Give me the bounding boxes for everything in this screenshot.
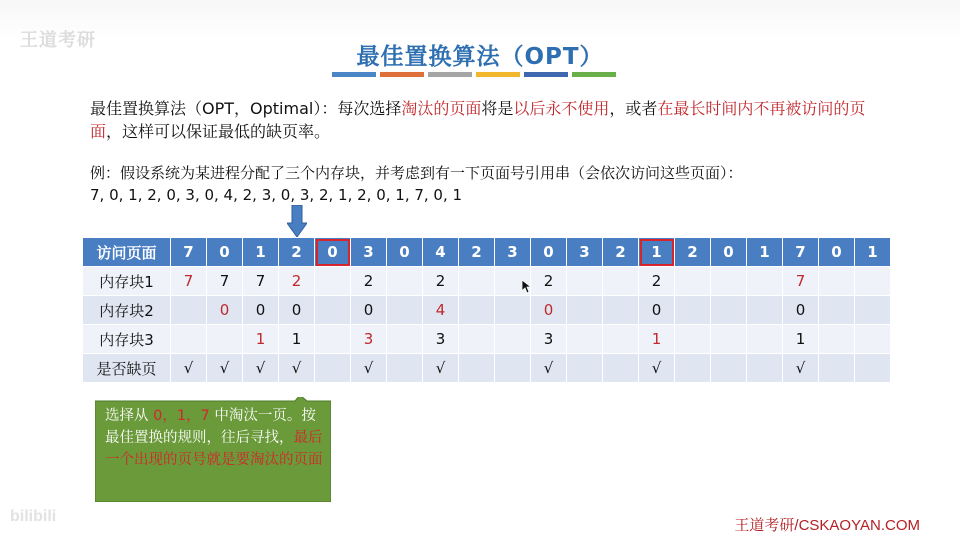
row-label: 是否缺页: [83, 354, 171, 383]
block2-cell: 4: [423, 296, 459, 325]
callout-highlight-2: 最后一个出现的页号就是要淘汰的页面: [105, 430, 323, 468]
access-cell: 7: [171, 238, 207, 267]
block2-cell: [711, 296, 747, 325]
fault-cell: [855, 354, 891, 383]
footer-brand: 王道考研/CSKAOYAN.COM: [734, 517, 920, 534]
block2-cell: [603, 296, 639, 325]
block2-cell: 0: [639, 296, 675, 325]
watermark-top: 王道考研: [20, 30, 96, 50]
block2-cell: [495, 296, 531, 325]
fault-cell: √: [531, 354, 567, 383]
block1-cell: 2: [531, 267, 567, 296]
callout-text: [105, 405, 323, 471]
block2-cell: [855, 296, 891, 325]
block3-cell: [567, 325, 603, 354]
block3-cell: 1: [783, 325, 819, 354]
block2-cell: 0: [279, 296, 315, 325]
access-cell: 0: [315, 238, 351, 267]
block1-cell: [747, 267, 783, 296]
block3-cell: 3: [423, 325, 459, 354]
block2-cell: 0: [531, 296, 567, 325]
page-replacement-table: [82, 237, 891, 383]
block1-cell: [603, 267, 639, 296]
callout-highlight-1: 0，1，7: [153, 408, 210, 424]
block2-row: [83, 296, 891, 325]
access-cell: 7: [783, 238, 819, 267]
fault-cell: √: [207, 354, 243, 383]
block1-cell: 2: [639, 267, 675, 296]
para-highlight-2: 以后永不使用: [513, 99, 610, 118]
block1-cell: 2: [423, 267, 459, 296]
block3-cell: [675, 325, 711, 354]
para-text-4: ，这样可以保证最低的缺页率。: [106, 122, 331, 141]
access-cell: 1: [243, 238, 279, 267]
title-bar-3: [476, 72, 520, 77]
block1-cell: [315, 267, 351, 296]
fault-cell: [747, 354, 783, 383]
block1-cell: [819, 267, 855, 296]
block1-cell: 7: [171, 267, 207, 296]
para-highlight-3: 在最长时间内不再被访问的页面: [90, 99, 866, 141]
block3-cell: [495, 325, 531, 354]
block3-cell: [387, 325, 423, 354]
row-label: 内存块2: [83, 296, 171, 325]
block3-cell: [315, 325, 351, 354]
watermark-bottom: bilibili: [10, 508, 57, 525]
fault-cell: √: [783, 354, 819, 383]
down-arrow-icon: [287, 205, 307, 237]
access-cell: 4: [423, 238, 459, 267]
block3-cell: [459, 325, 495, 354]
block2-cell: [675, 296, 711, 325]
title-bar-4: [524, 72, 568, 77]
block1-cell: 7: [783, 267, 819, 296]
fault-cell: [315, 354, 351, 383]
access-cell: 1: [855, 238, 891, 267]
block2-cell: [747, 296, 783, 325]
fault-cell: √: [423, 354, 459, 383]
fault-cell: √: [171, 354, 207, 383]
block3-cell: [171, 325, 207, 354]
block1-cell: [855, 267, 891, 296]
block1-cell: [675, 267, 711, 296]
access-cell: 3: [351, 238, 387, 267]
fault-cell: √: [279, 354, 315, 383]
example-line-1: 例：假设系统为某进程分配了三个内存块，并考虑到有一下页面号引用串（会依次访问这些页面）：: [90, 164, 743, 182]
para-highlight-1: 淘汰的页面: [401, 99, 482, 118]
access-cell: 0: [819, 238, 855, 267]
block3-cell: [747, 325, 783, 354]
block2-cell: 0: [243, 296, 279, 325]
slide-title: 最佳置换算法（OPT）: [356, 44, 604, 70]
access-cell: 1: [747, 238, 783, 267]
block3-cell: [603, 325, 639, 354]
fault-row: [83, 354, 891, 383]
row-label: 内存块3: [83, 325, 171, 354]
block1-row: [83, 267, 891, 296]
fault-cell: [495, 354, 531, 383]
block1-cell: 7: [207, 267, 243, 296]
access-cell: 2: [675, 238, 711, 267]
fault-cell: √: [243, 354, 279, 383]
block1-cell: 7: [243, 267, 279, 296]
para-text-1: 最佳置换算法（OPT，Optimal）：每次选择: [90, 99, 402, 118]
definition-paragraph: [90, 97, 890, 143]
fault-cell: [459, 354, 495, 383]
block3-cell: [819, 325, 855, 354]
block1-cell: [387, 267, 423, 296]
title-bar-5: [572, 72, 616, 77]
access-cell: 2: [603, 238, 639, 267]
title-bar-1: [380, 72, 424, 77]
title-bar-2: [428, 72, 472, 77]
para-text-2: 将是: [481, 99, 514, 118]
block1-cell: [567, 267, 603, 296]
row-label: 内存块1: [83, 267, 171, 296]
block3-cell: 1: [243, 325, 279, 354]
access-cell: 0: [207, 238, 243, 267]
block2-cell: [171, 296, 207, 325]
block2-cell: [567, 296, 603, 325]
block3-cell: 3: [531, 325, 567, 354]
block2-cell: [315, 296, 351, 325]
fault-cell: √: [639, 354, 675, 383]
access-cell: 0: [711, 238, 747, 267]
access-cell: 0: [531, 238, 567, 267]
access-cell: 3: [495, 238, 531, 267]
fault-cell: [711, 354, 747, 383]
fault-cell: √: [351, 354, 387, 383]
access-cell: 2: [459, 238, 495, 267]
access-cell: 0: [387, 238, 423, 267]
block3-cell: [207, 325, 243, 354]
access-cell: 2: [279, 238, 315, 267]
block3-cell: 1: [639, 325, 675, 354]
access-cell: 3: [567, 238, 603, 267]
fault-cell: [387, 354, 423, 383]
title-bar-0: [332, 72, 376, 77]
fault-cell: [819, 354, 855, 383]
block2-cell: [819, 296, 855, 325]
block2-cell: [459, 296, 495, 325]
block2-cell: 0: [783, 296, 819, 325]
mouse-cursor-icon: [522, 280, 532, 294]
title-color-bars: [332, 72, 616, 77]
callout-text-1: 选择从: [105, 408, 154, 424]
fault-cell: [603, 354, 639, 383]
block1-cell: 2: [351, 267, 387, 296]
explanation-callout: [95, 397, 331, 502]
block3-cell: [855, 325, 891, 354]
fault-cell: [675, 354, 711, 383]
callout-text-2: 中淘汰一页。按最佳置换的规则，往后寻找，: [105, 408, 316, 446]
block2-cell: 0: [207, 296, 243, 325]
block1-cell: [459, 267, 495, 296]
block3-cell: [711, 325, 747, 354]
block3-row: [83, 325, 891, 354]
block1-cell: [711, 267, 747, 296]
example-paragraph: [90, 162, 890, 206]
block2-cell: [387, 296, 423, 325]
access-cell: 1: [639, 238, 675, 267]
row-label: 访问页面: [83, 238, 171, 267]
block2-cell: 0: [351, 296, 387, 325]
block3-cell: 1: [279, 325, 315, 354]
access-row: [83, 238, 891, 267]
reference-string: 7, 0, 1, 2, 0, 3, 0, 4, 2, 3, 0, 3, 2, 1, 2, 0, 1, 7, 0, 1: [90, 186, 463, 204]
para-text-3: ，或者: [609, 99, 658, 118]
block3-cell: 3: [351, 325, 387, 354]
fault-cell: [567, 354, 603, 383]
block1-cell: 2: [279, 267, 315, 296]
